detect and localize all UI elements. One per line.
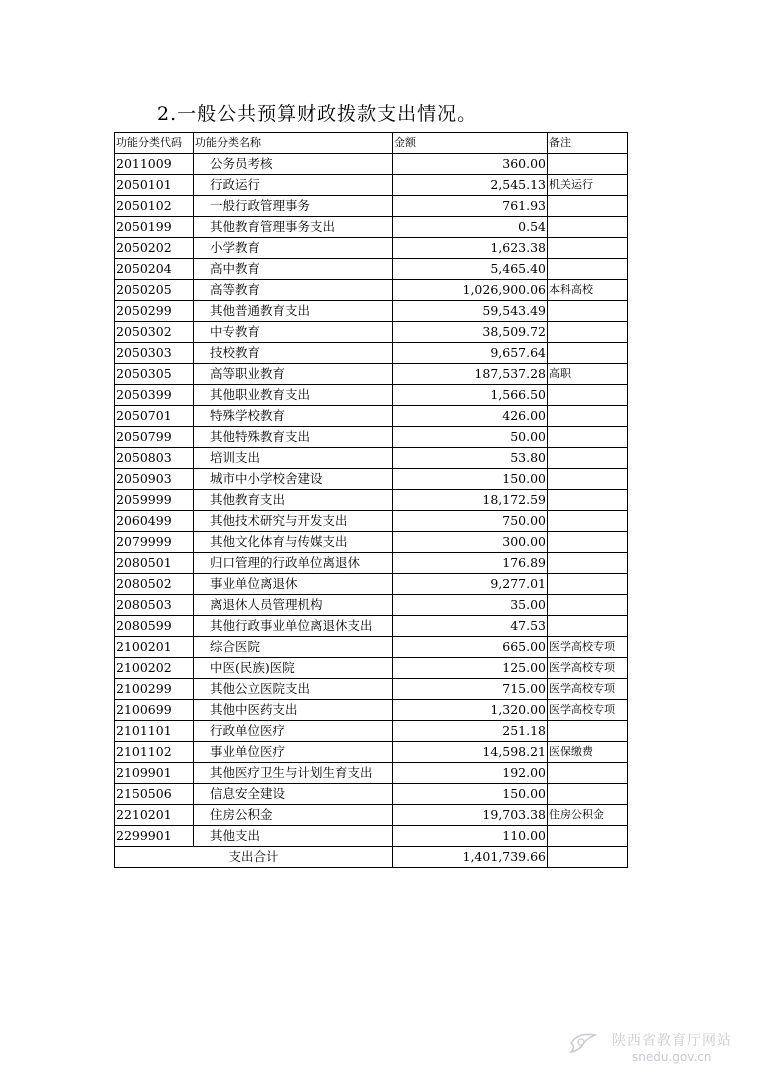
cell-name: 城市中小学校舍建设 (194, 469, 393, 490)
cell-code: 2050903 (115, 469, 194, 490)
cell-code: 2059999 (115, 490, 194, 511)
cell-amount: 150.00 (393, 469, 548, 490)
cell-amount: 125.00 (393, 658, 548, 679)
cell-amount: 426.00 (393, 406, 548, 427)
cell-note: 医学高校专项 (548, 658, 628, 679)
cell-amount: 1,566.50 (393, 385, 548, 406)
header-note: 备注 (548, 133, 628, 154)
cell-code: 2100202 (115, 658, 194, 679)
cell-note (548, 154, 628, 175)
cell-amount: 360.00 (393, 154, 548, 175)
cell-note (548, 721, 628, 742)
table-row (115, 742, 628, 763)
cell-name: 行政单位医疗 (194, 721, 393, 742)
cell-amount: 59,543.49 (393, 301, 548, 322)
cell-note: 医学高校专项 (548, 637, 628, 658)
cell-code: 2101102 (115, 742, 194, 763)
cell-note (548, 406, 628, 427)
table-row (115, 280, 628, 301)
table-row (115, 805, 628, 826)
cell-code: 2299901 (115, 826, 194, 847)
table-row (115, 490, 628, 511)
cell-code: 2050199 (115, 217, 194, 238)
cell-code: 2050205 (115, 280, 194, 301)
table-row (115, 763, 628, 784)
cell-amount: 14,598.21 (393, 742, 548, 763)
table-row (115, 679, 628, 700)
cell-amount: 715.00 (393, 679, 548, 700)
cell-amount: 2,545.13 (393, 175, 548, 196)
cell-code: 2210201 (115, 805, 194, 826)
cell-amount: 1,320.00 (393, 700, 548, 721)
cell-amount: 18,172.59 (393, 490, 548, 511)
table-row (115, 385, 628, 406)
cell-amount: 47.53 (393, 616, 548, 637)
table-row (115, 469, 628, 490)
cell-name: 其他文化体育与传媒支出 (194, 532, 393, 553)
watermark-logo-icon (568, 1030, 598, 1056)
cell-name: 中医(民族)医院 (194, 658, 393, 679)
cell-amount: 192.00 (393, 763, 548, 784)
cell-note (548, 343, 628, 364)
cell-name: 公务员考核 (194, 154, 393, 175)
cell-name: 高等教育 (194, 280, 393, 301)
cell-name: 离退休人员管理机构 (194, 595, 393, 616)
cell-code: 2080501 (115, 553, 194, 574)
cell-code: 2050299 (115, 301, 194, 322)
cell-name: 信息安全建设 (194, 784, 393, 805)
cell-code: 2080599 (115, 616, 194, 637)
cell-amount: 110.00 (393, 826, 548, 847)
table-row (115, 532, 628, 553)
cell-amount: 35.00 (393, 595, 548, 616)
cell-amount: 251.18 (393, 721, 548, 742)
header-name: 功能分类名称 (194, 133, 393, 154)
cell-name: 综合医院 (194, 637, 393, 658)
cell-note (548, 259, 628, 280)
cell-note: 高职 (548, 364, 628, 385)
cell-name: 行政运行 (194, 175, 393, 196)
table-row (115, 427, 628, 448)
cell-name: 高等职业教育 (194, 364, 393, 385)
page-title: 2.一般公共预算财政拨款支出情况。 (157, 103, 478, 125)
cell-name: 其他教育支出 (194, 490, 393, 511)
cell-note (548, 826, 628, 847)
cell-name: 事业单位离退休 (194, 574, 393, 595)
cell-name: 住房公积金 (194, 805, 393, 826)
cell-note (548, 532, 628, 553)
watermark-url: snedu.gov.cn (632, 1050, 712, 1064)
cell-note (548, 553, 628, 574)
table-row (115, 217, 628, 238)
cell-name: 特殊学校教育 (194, 406, 393, 427)
cell-amount: 750.00 (393, 511, 548, 532)
table-row (115, 259, 628, 280)
cell-name: 其他技术研究与开发支出 (194, 511, 393, 532)
cell-note (548, 217, 628, 238)
cell-name: 小学教育 (194, 238, 393, 259)
cell-code: 2050701 (115, 406, 194, 427)
table-row (115, 553, 628, 574)
table-row (115, 322, 628, 343)
cell-name: 归口管理的行政单位离退休 (194, 553, 393, 574)
cell-code: 2050305 (115, 364, 194, 385)
cell-amount: 19,703.38 (393, 805, 548, 826)
table-row (115, 196, 628, 217)
table-row (115, 154, 628, 175)
cell-name: 其他行政事业单位离退休支出 (194, 616, 393, 637)
cell-code: 2150506 (115, 784, 194, 805)
table-row (115, 343, 628, 364)
cell-note: 机关运行 (548, 175, 628, 196)
cell-name: 中专教育 (194, 322, 393, 343)
cell-name: 其他特殊教育支出 (194, 427, 393, 448)
cell-note (548, 616, 628, 637)
cell-amount: 9,657.64 (393, 343, 548, 364)
budget-table (114, 132, 628, 868)
cell-amount: 300.00 (393, 532, 548, 553)
cell-code: 2080503 (115, 595, 194, 616)
cell-note (548, 427, 628, 448)
cell-code: 2050101 (115, 175, 194, 196)
cell-amount: 0.54 (393, 217, 548, 238)
cell-code: 2050202 (115, 238, 194, 259)
cell-note (548, 595, 628, 616)
cell-note: 住房公积金 (548, 805, 628, 826)
cell-note (548, 385, 628, 406)
cell-code: 2050399 (115, 385, 194, 406)
cell-amount: 150.00 (393, 784, 548, 805)
cell-code: 2011009 (115, 154, 194, 175)
table-row (115, 574, 628, 595)
table-row (115, 406, 628, 427)
cell-amount: 5,465.40 (393, 259, 548, 280)
cell-name: 其他教育管理事务支出 (194, 217, 393, 238)
cell-note (548, 784, 628, 805)
cell-note: 医学高校专项 (548, 679, 628, 700)
watermark-site-name: 陕西省教育厅网站 (612, 1033, 732, 1049)
cell-amount: 50.00 (393, 427, 548, 448)
table-row (115, 301, 628, 322)
table-row (115, 658, 628, 679)
cell-note (548, 301, 628, 322)
cell-note (548, 322, 628, 343)
cell-note (548, 469, 628, 490)
cell-code: 2100299 (115, 679, 194, 700)
cell-note: 本科高校 (548, 280, 628, 301)
table-row (115, 700, 628, 721)
header-amount: 金额 (393, 133, 548, 154)
cell-amount: 761.93 (393, 196, 548, 217)
table-row (115, 595, 628, 616)
cell-amount: 9,277.01 (393, 574, 548, 595)
table-row (115, 637, 628, 658)
cell-name: 培训支出 (194, 448, 393, 469)
table-row (115, 826, 628, 847)
cell-amount: 187,537.28 (393, 364, 548, 385)
cell-code: 2101101 (115, 721, 194, 742)
cell-amount: 1,623.38 (393, 238, 548, 259)
cell-code: 2080502 (115, 574, 194, 595)
cell-code: 2050803 (115, 448, 194, 469)
total-row (115, 847, 628, 868)
cell-code: 2100201 (115, 637, 194, 658)
cell-amount: 176.89 (393, 553, 548, 574)
cell-name: 其他普通教育支出 (194, 301, 393, 322)
cell-name: 其他职业教育支出 (194, 385, 393, 406)
cell-name: 技校教育 (194, 343, 393, 364)
cell-code: 2079999 (115, 532, 194, 553)
cell-code: 2050303 (115, 343, 194, 364)
cell-code: 2050799 (115, 427, 194, 448)
cell-code: 2050302 (115, 322, 194, 343)
table-row (115, 238, 628, 259)
table-row (115, 784, 628, 805)
cell-note: 医保缴费 (548, 742, 628, 763)
table-row (115, 511, 628, 532)
cell-amount: 53.80 (393, 448, 548, 469)
table-row (115, 721, 628, 742)
table-header-row (115, 133, 628, 154)
cell-name: 其他支出 (194, 826, 393, 847)
cell-name: 一般行政管理事务 (194, 196, 393, 217)
header-code: 功能分类代码 (115, 133, 194, 154)
cell-code: 2109901 (115, 763, 194, 784)
cell-name: 其他公立医院支出 (194, 679, 393, 700)
cell-code: 2060499 (115, 511, 194, 532)
cell-name: 其他医疗卫生与计划生育支出 (194, 763, 393, 784)
cell-note (548, 511, 628, 532)
total-note (548, 847, 628, 868)
cell-note (548, 490, 628, 511)
table-row (115, 364, 628, 385)
cell-note (548, 763, 628, 784)
cell-amount: 1,026,900.06 (393, 280, 548, 301)
cell-code: 2050102 (115, 196, 194, 217)
cell-note (548, 238, 628, 259)
total-label: 支出合计 (115, 847, 393, 868)
cell-note (548, 448, 628, 469)
cell-note: 医学高校专项 (548, 700, 628, 721)
total-amount: 1,401,739.66 (393, 847, 548, 868)
cell-amount: 665.00 (393, 637, 548, 658)
table-row (115, 616, 628, 637)
cell-code: 2100699 (115, 700, 194, 721)
table-row (115, 175, 628, 196)
cell-note (548, 574, 628, 595)
cell-name: 事业单位医疗 (194, 742, 393, 763)
cell-code: 2050204 (115, 259, 194, 280)
cell-note (548, 196, 628, 217)
cell-name: 高中教育 (194, 259, 393, 280)
cell-name: 其他中医药支出 (194, 700, 393, 721)
cell-amount: 38,509.72 (393, 322, 548, 343)
table-row (115, 448, 628, 469)
